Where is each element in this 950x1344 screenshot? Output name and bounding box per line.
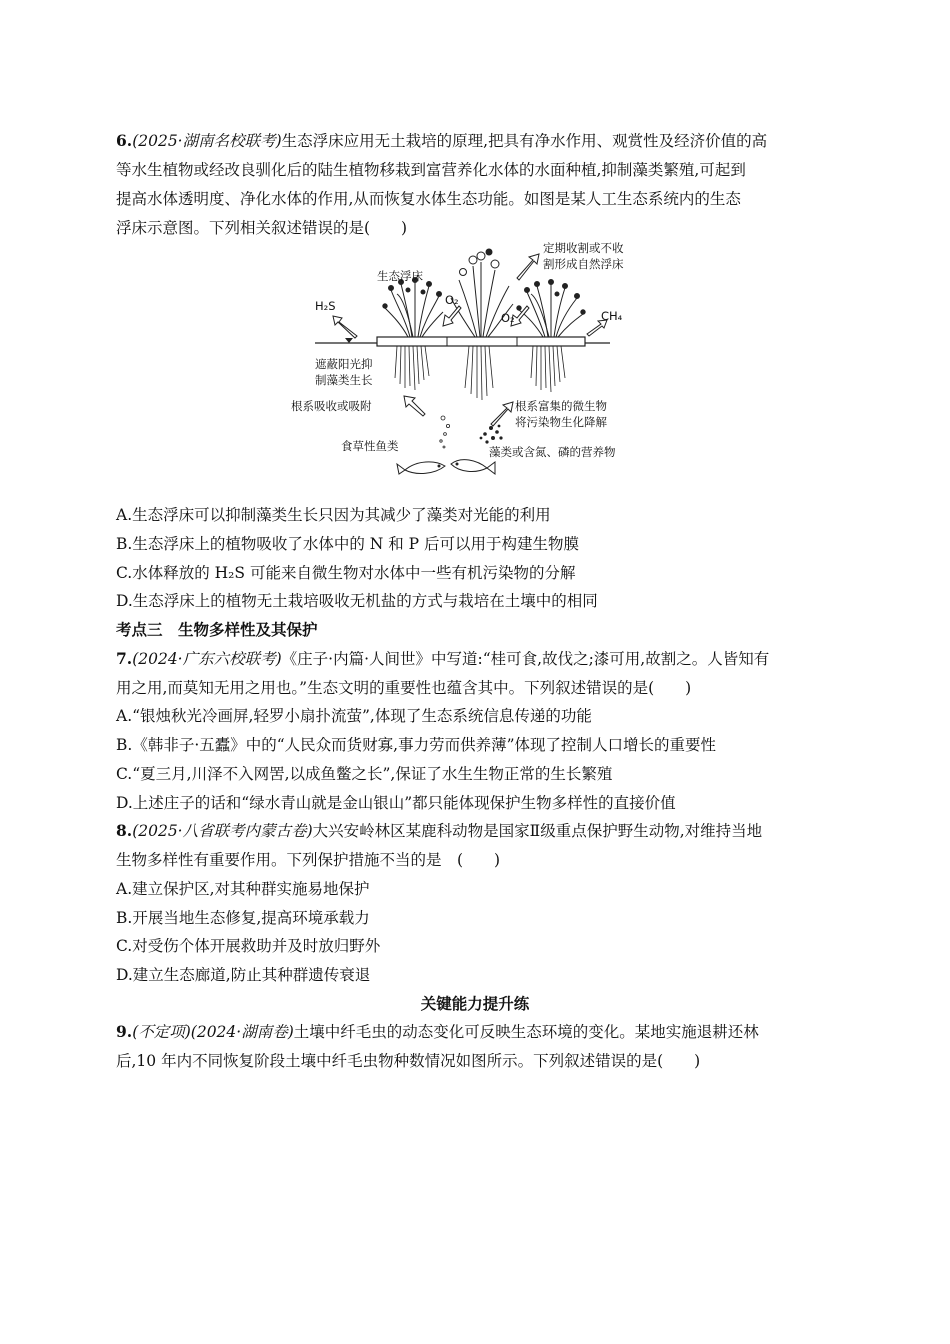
q8-option-b: B.开展当地生态修复,提高环境承载力: [116, 909, 370, 927]
q6-option-c: C.水体释放的 H₂S 可能来自微生物对水体中一些有机污染物的分解: [116, 564, 576, 582]
arrow-harvest: [517, 254, 539, 280]
q8-line-2: 生物多样性有重要作用。下列保护措施不当的是 ( ): [116, 851, 501, 869]
label-fish: 食草性鱼类: [341, 439, 399, 453]
bubbles: [440, 416, 450, 448]
q8-option-d: D.建立生态廊道,防止其种群遗传衰退: [116, 966, 371, 984]
q8-source: (2025·八省联考内蒙古卷): [132, 822, 313, 840]
fish-icon-left: [397, 462, 445, 474]
arrow-h2s: [333, 316, 357, 338]
q9-line-2: 后,10 年内不同恢复阶段土壤中纤毛虫物种数情况如图所示。下列叙述错误的是( ): [116, 1052, 701, 1070]
label-root-absorb: 根系吸收或吸附: [291, 399, 372, 413]
q6-source: (2025·湖南名校联考): [132, 132, 282, 150]
roots-right: [531, 346, 565, 392]
q9-line-1: [116, 1022, 759, 1042]
q9-text-1: 土壤中纤毛虫的动态变化可反映生态环境的变化。某地实施退耕还林: [293, 1023, 759, 1041]
fish-icon-right: [451, 460, 495, 474]
q9-number: 9.: [116, 1022, 133, 1041]
q6-option-a: A.生态浮床可以抑制藻类生长只因为其减少了藻类对光能的利用: [116, 506, 551, 524]
label-shade-2: 制藻类生长: [315, 373, 373, 387]
q8-option-a: A.建立保护区,对其种群实施易地保护: [116, 880, 370, 898]
arrow-o2-left: [443, 306, 461, 326]
q7-number: 7.: [116, 649, 133, 668]
water-level-marker: [345, 338, 353, 343]
q8-option-c: C.对受伤个体开展救助并及时放归野外: [116, 937, 381, 955]
q6-number: 6.: [116, 131, 133, 150]
label-float-bed: 生态浮床: [377, 269, 423, 283]
q7-text-1: 《庄子·内篇·人间世》中写道:“桂可食,故伐之;漆可用,故割之。人皆知有: [281, 650, 770, 668]
q6-line-3: 提高水体透明度、净化水体的作用,从而恢复水体生态功能。如图是某人工生态系统内的生态: [116, 190, 741, 208]
label-o2-left: O₂: [445, 293, 459, 307]
q9-source: (不定项)(2024·湖南卷): [132, 1023, 294, 1041]
floating-bed-diagram: [291, 238, 665, 488]
q6-option-b: B.生态浮床上的植物吸收了水体中的 N 和 P 后可以用于构建生物膜: [116, 535, 580, 553]
label-ch4: CH₄: [601, 309, 623, 323]
label-microbes-1: 根系富集的微生物: [515, 399, 607, 413]
q6-line-4: 浮床示意图。下列相关叙述错误的是( ): [116, 219, 408, 237]
q8-number: 8.: [116, 821, 133, 840]
roots-left: [395, 346, 429, 390]
arrow-microbes: [491, 402, 513, 426]
label-shade-1: 遮蔽阳光抑: [315, 357, 373, 371]
float-platform: [377, 337, 585, 346]
label-harvest-2: 割形成自然浮床: [543, 257, 624, 271]
q6-line-2: 等水生植物或经改良驯化后的陆生植物移栽到富营养化水体的水面种植,抑制藻类繁殖,可起到: [116, 161, 746, 179]
q7-option-d: D.上述庄子的话和“绿水青山就是金山银山”都只能体现保护生物多样性的直接价值: [116, 794, 676, 812]
q6-line-1: [116, 131, 767, 151]
arrow-root-absorb: [404, 396, 425, 416]
q7-option-b: B.《韩非子·五蠹》中的“人民众而货财寡,事力劳而供养薄”体现了控制人口增长的重要性: [116, 736, 717, 754]
q6-text-1: 生态浮床应用无土栽培的原理,把具有净水作用、观赏性及经济价值的高: [281, 132, 768, 150]
roots-middle: [465, 346, 493, 400]
label-microbes-2: 将污染物生化降解: [515, 415, 607, 429]
section-key-title: 关键能力提升练: [420, 994, 530, 1013]
q8-line-1: [116, 821, 762, 841]
q7-line-2: 用之用,而莫知无用之用也。”生态文明的重要性也蕴含其中。下列叙述错误的是( ): [116, 679, 692, 697]
label-harvest-1: 定期收割或不收: [543, 241, 624, 255]
algae-dots: [480, 425, 503, 444]
plant-left: [383, 278, 443, 338]
label-o2-right: O₂: [501, 311, 515, 325]
label-algae: 藻类或含氮、磷的营养物: [489, 445, 616, 459]
label-h2s: H₂S: [315, 299, 336, 313]
q7-option-c: C.“夏三月,川泽不入网罟,以成鱼鳖之长”,保证了水生生物正常的生长繁殖: [116, 765, 613, 783]
q8-text-1: 大兴安岭林区某鹿科动物是国家Ⅱ级重点保护野生动物,对维持当地: [312, 822, 763, 840]
q7-line-1: [116, 649, 769, 669]
q7-source: (2024·广东六校联考): [132, 650, 282, 668]
q7-option-a: A.“银烛秋光冷画屏,轻罗小扇扑流萤”,体现了生态系统信息传递的功能: [116, 707, 592, 725]
section-3-title: 考点三 生物多样性及其保护: [116, 620, 318, 639]
q6-option-d: D.生态浮床上的植物无土栽培吸收无机盐的方式与栽培在土壤中的相同: [116, 592, 598, 610]
